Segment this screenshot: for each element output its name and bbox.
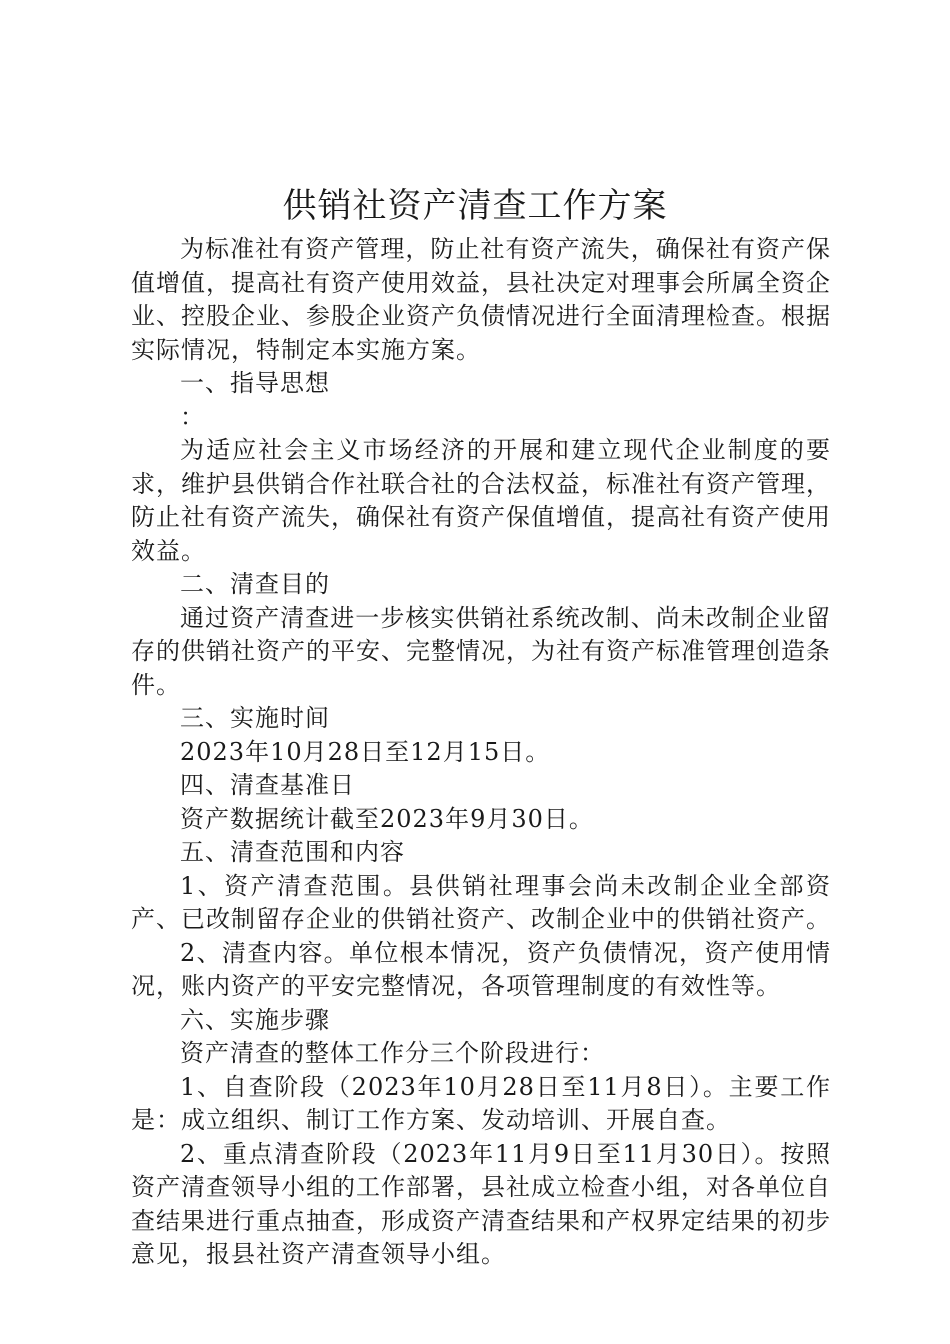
content-paragraph: 2、清查内容。单位根本情况，资产负债情况，资产使用情况，账内资产的平安完整情况，各项管理制度的有效性等。 xyxy=(131,938,831,1000)
section-heading-schedule: 三、实施时间 xyxy=(180,704,330,732)
section-heading-guiding-ideology: 一、指导思想 xyxy=(180,369,330,397)
section-heading-base-date: 四、清查基准日 xyxy=(180,771,355,799)
step-2-paragraph: 2、重点清查阶段（2023年11月9日至11月30日）。按照资产清查领导小组的工作部署，县社成立检查小组，对各单位自查结果进行重点抽查，形成资产清查结果和产权界定结果的初步意见，报县社资产清查领导小组。 xyxy=(131,1139,831,1268)
schedule-paragraph: 2023年10月28日至12月15日。 xyxy=(180,737,551,766)
steps-intro-paragraph: 资产清查的整体工作分三个阶段进行： xyxy=(180,1039,605,1067)
document-body xyxy=(131,233,831,1272)
section-heading-purpose: 二、清查目的 xyxy=(180,570,330,598)
base-date-paragraph: 资产数据统计截至2023年9月30日。 xyxy=(180,804,594,833)
colon-line: ： xyxy=(180,402,205,431)
guiding-ideology-paragraph: 为适应社会主义市场经济的开展和建立现代企业制度的要求，维护县供销合作社联合社的合法权益，标准社有资产管理，防止社有资产流失，确保社有资产保值增值，提高社有资产使用效益。 xyxy=(131,436,831,565)
document-title: 供销社资产清查工作方案 xyxy=(282,186,668,226)
section-heading-scope: 五、清查范围和内容 xyxy=(180,838,405,866)
scope-paragraph: 1、资产清查范围。县供销社理事会尚未改制企业全部资产、已改制留存企业的供销社资产、改制企业中的供销社资产。 xyxy=(131,871,831,933)
step-1-paragraph: 1、自查阶段（2023年10月28日至11月8日）。主要工作是：成立组织、制订工作方案、发动培训、开展自查。 xyxy=(131,1072,831,1134)
section-heading-steps: 六、实施步骤 xyxy=(180,1005,330,1034)
purpose-paragraph: 通过资产清查进一步核实供销社系统改制、尚未改制企业留存的供销社资产的平安、完整情况，为社有资产标准管理创造条件。 xyxy=(131,603,831,699)
intro-paragraph: 为标准社有资产管理，防止社有资产流失，确保社有资产保值增值，提高社有资产使用效益，县社决定对理事会所属全资企业、控股企业、参股企业资产负债情况进行全面清理检查。根据实际情况，特制定本实施方案。 xyxy=(131,235,831,364)
